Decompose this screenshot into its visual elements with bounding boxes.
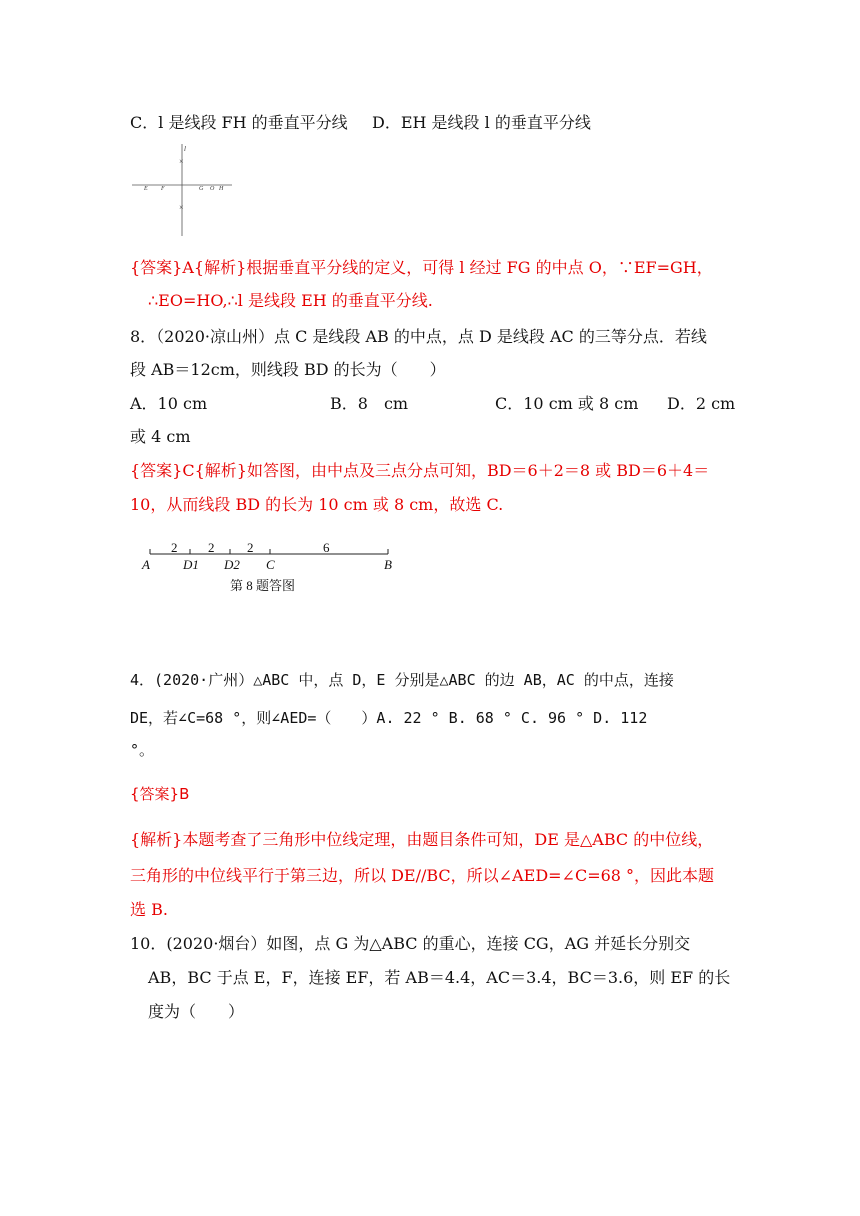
q8-answer-figure: [138, 536, 418, 600]
q8-point-c: C: [266, 557, 275, 572]
q8-option-d-continued: 或 4 cm: [130, 427, 191, 446]
q8-point-a: A: [142, 557, 150, 572]
q8-answer-line-2: 10，从而线段 BD 的长为 10 cm 或 8 cm，故选 C.: [130, 495, 504, 514]
q10-stem-line-2: AB，BC 于点 E，F，连接 EF，若 AB＝4.4，AC＝3.4，BC＝3.6，则 EF 的长: [148, 968, 731, 987]
q4-analysis-line-1: {解析}本题考查了三角形中位线定理，由题目条件可知，DE 是△ABC 的中位线，: [130, 830, 714, 849]
q8-figure-caption: 第 8 题答图: [230, 578, 296, 593]
q4-analysis-line-2: 三角形的中位线平行于第三边，所以 DE//BC，所以∠AED=∠C=68 °，因此本题: [130, 866, 715, 885]
q8-length-d2c: 2: [247, 540, 254, 555]
q4-stem-line-1: 4．(2020·广州）△ABC 中，点 D，E 分别是△ABC 的边 AB，AC 的中点，连接: [130, 671, 674, 689]
q7-option-d: D．EH 是线段 l 的垂直平分线: [372, 113, 591, 132]
q8-length-ad1: 2: [171, 540, 178, 555]
q7-label-f: F: [161, 186, 165, 192]
q7-answer-line-2: ∴EO=HO,∴l 是线段 EH 的垂直平分线.: [148, 291, 433, 310]
q10-stem-line-1: 10．(2020·烟台）如图，点 G 为△ABC 的重心，连接 CG，AG 并延长分别交: [130, 934, 691, 953]
q8-stem-line-2: 段 AB＝12cm，则线段 BD 的长为（ ）: [130, 360, 446, 379]
q7-arc-mark-bottom: ×: [179, 203, 184, 212]
q7-arc-mark-top: ×: [179, 157, 184, 166]
q7-option-c: C．l 是线段 FH 的垂直平分线: [130, 113, 348, 132]
q10-stem-line-3: 度为（ ）: [148, 1002, 245, 1021]
q7-label-o: O: [210, 186, 215, 192]
q8-point-b: B: [384, 557, 392, 572]
q7-label-e: E: [144, 186, 148, 192]
q8-option-a: A．10 cm: [130, 394, 208, 413]
q4-stem-line-2: DE，若∠C=68 °，则∠AED=（ ）A. 22 ° B. 68 ° C. 96 ° D. 112: [130, 709, 648, 727]
q4-analysis-line-3: 选 B.: [130, 900, 168, 919]
q7-label-l: l: [184, 145, 186, 153]
q8-point-d2: D2: [224, 557, 240, 572]
q8-point-d1: D1: [183, 557, 199, 572]
q7-label-h: H: [219, 186, 224, 192]
q8-length-d1d2: 2: [208, 540, 215, 555]
q8-answer-line-1: {答案}C{解析}如答图，由中点及三点分点可知，BD＝6＋2＝8 或 BD＝6＋4＝: [130, 461, 710, 480]
q8-option-d: D．2 cm: [667, 394, 736, 413]
q7-figure: [128, 140, 238, 240]
q4-answer: {答案}B: [130, 785, 190, 803]
q7-answer-line-1: {答案}A{解析}根据垂直平分线的定义，可得 l 经过 FG 的中点 O，∵EF=GH，: [130, 258, 713, 277]
q8-length-cb: 6: [323, 540, 330, 555]
q8-option-b: B．8 cm: [330, 394, 409, 413]
q7-label-g: G: [199, 186, 204, 192]
q8-option-c: C．10 cm 或 8 cm: [495, 394, 639, 413]
q8-stem-line-1: 8．（2020·凉山州）点 C 是线段 AB 的中点，点 D 是线段 AC 的三等分点．若线: [130, 327, 707, 346]
q4-stem-line-3: °。: [130, 741, 155, 759]
